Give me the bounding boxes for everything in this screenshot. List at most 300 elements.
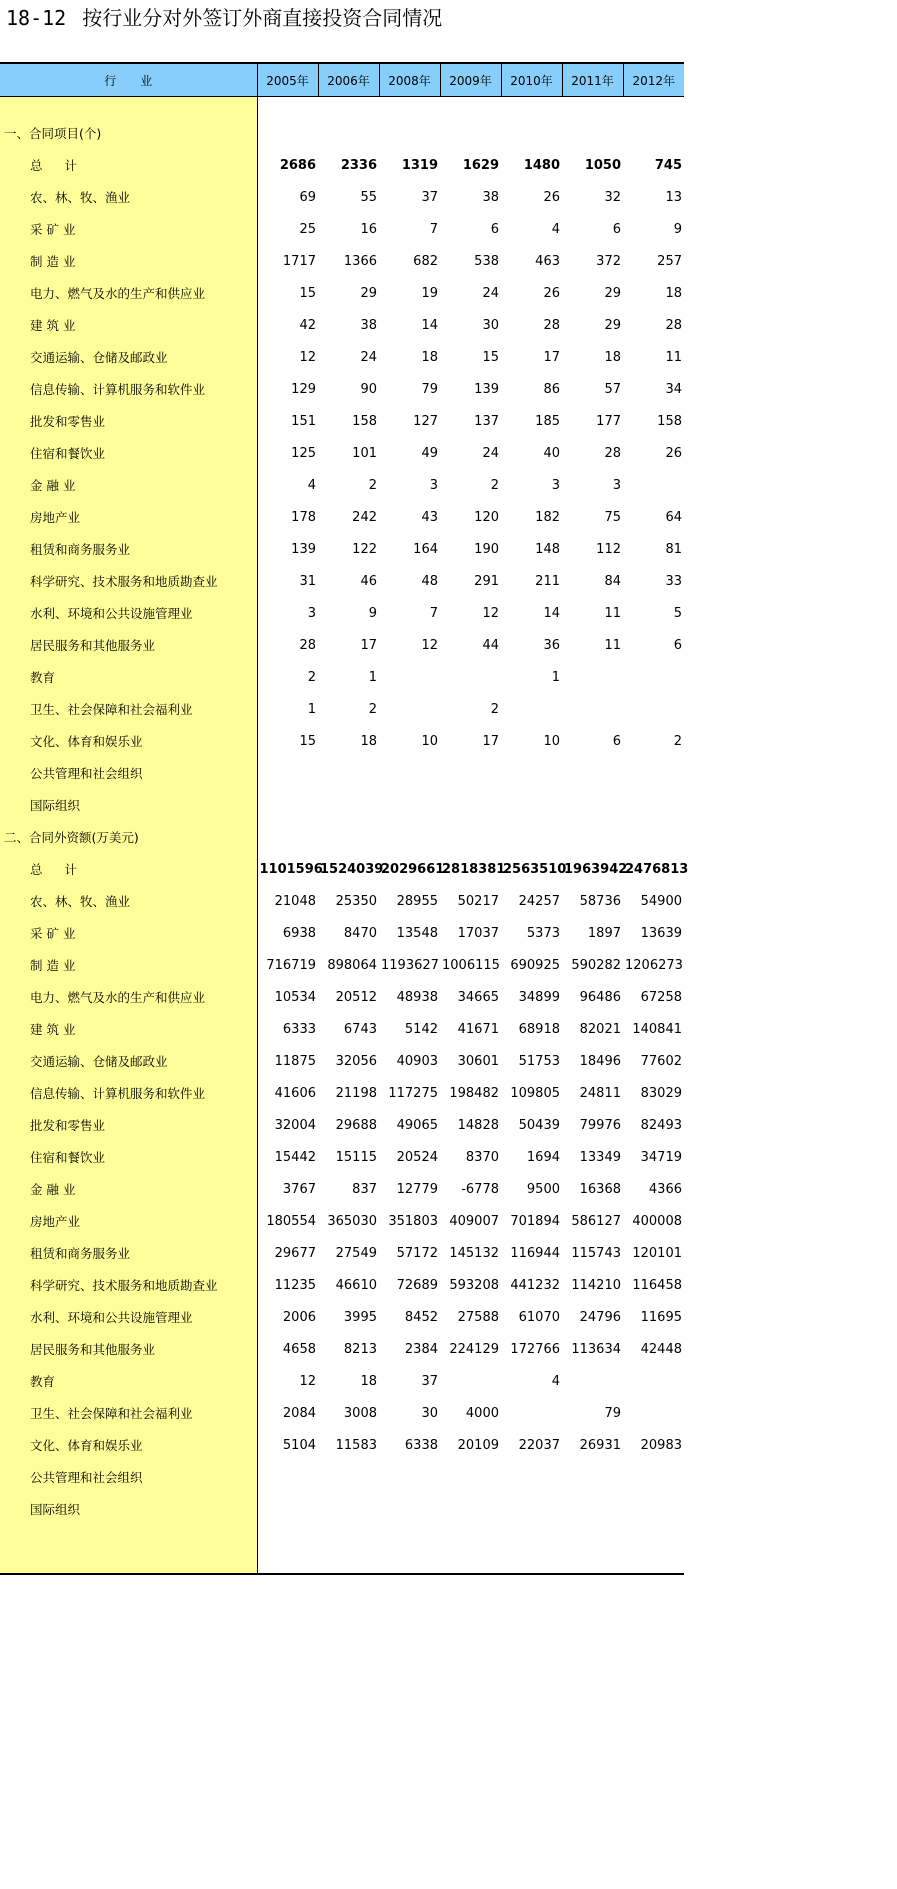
value-cell bbox=[501, 821, 562, 853]
value-cell: 180554 bbox=[266, 1213, 316, 1229]
table-row bbox=[0, 1173, 684, 1205]
value-cell bbox=[501, 693, 562, 725]
table-row bbox=[0, 405, 684, 437]
value-cell: 125 bbox=[291, 445, 316, 461]
value-cell bbox=[623, 97, 684, 118]
value-cell: 10 bbox=[543, 733, 560, 749]
value-cell: 72689 bbox=[396, 1277, 438, 1293]
value-cell: 593208 bbox=[449, 1277, 499, 1293]
value-cell bbox=[257, 1493, 318, 1525]
industry-label: 科学研究、技术服务和地质勘查业 bbox=[0, 1269, 257, 1301]
value-cell: 11235 bbox=[274, 1277, 316, 1293]
value-cell bbox=[623, 469, 684, 501]
value-cell: 28955 bbox=[396, 893, 438, 909]
value-cell: 1 bbox=[551, 669, 560, 685]
value-cell: 12779 bbox=[396, 1181, 438, 1197]
industry-label: 租赁和商务服务业 bbox=[0, 1237, 257, 1269]
value-cell bbox=[379, 757, 440, 789]
value-cell bbox=[440, 789, 501, 821]
value-cell bbox=[562, 789, 623, 821]
value-cell: 20983 bbox=[640, 1437, 682, 1453]
value-cell: 18 bbox=[360, 733, 377, 749]
value-cell: 83029 bbox=[640, 1085, 682, 1101]
value-cell: 24796 bbox=[579, 1309, 621, 1325]
value-cell: 57 bbox=[604, 381, 621, 397]
value-cell: 9 bbox=[368, 605, 377, 621]
industry-label: 采 矿 业 bbox=[0, 213, 257, 245]
value-cell: 49065 bbox=[396, 1117, 438, 1133]
value-cell: 1 bbox=[368, 669, 377, 685]
value-cell bbox=[623, 661, 684, 693]
value-cell: 18 bbox=[604, 349, 621, 365]
value-cell: 24 bbox=[482, 445, 499, 461]
value-cell: 11875 bbox=[274, 1053, 316, 1069]
value-cell: 37 bbox=[421, 1373, 438, 1389]
value-cell: 41606 bbox=[274, 1085, 316, 1101]
value-cell: 28 bbox=[543, 317, 560, 333]
table-row bbox=[0, 565, 684, 597]
value-cell: 177 bbox=[596, 413, 621, 429]
value-cell: 441232 bbox=[510, 1277, 560, 1293]
value-cell: 2384 bbox=[404, 1341, 438, 1357]
value-cell: 1897 bbox=[587, 925, 621, 941]
table-row bbox=[0, 1077, 684, 1109]
value-cell: 400008 bbox=[632, 1213, 682, 1229]
value-cell: 18 bbox=[421, 349, 438, 365]
value-cell bbox=[440, 757, 501, 789]
value-cell bbox=[379, 1493, 440, 1525]
value-cell: 11 bbox=[604, 637, 621, 653]
total-row bbox=[0, 853, 684, 885]
value-cell bbox=[501, 789, 562, 821]
industry-label: 房地产业 bbox=[0, 501, 257, 533]
industry-label: 电力、燃气及水的生产和供应业 bbox=[0, 277, 257, 309]
value-cell: 8470 bbox=[343, 925, 377, 941]
value-cell: 13639 bbox=[640, 925, 682, 941]
value-cell: 2 bbox=[490, 701, 499, 717]
value-cell: 1 bbox=[307, 701, 316, 717]
value-cell bbox=[623, 1461, 684, 1493]
value-cell: 26 bbox=[665, 445, 682, 461]
table-number: 18-12 bbox=[6, 6, 67, 30]
value-cell: 24 bbox=[360, 349, 377, 365]
value-cell: 61070 bbox=[518, 1309, 560, 1325]
table-row bbox=[0, 917, 684, 949]
value-cell: 22037 bbox=[518, 1437, 560, 1453]
value-cell: 29688 bbox=[335, 1117, 377, 1133]
table-row bbox=[0, 213, 684, 245]
year-column-header: 2012年 bbox=[623, 63, 684, 97]
value-cell: 1319 bbox=[401, 157, 438, 173]
value-cell: 1629 bbox=[462, 157, 499, 173]
value-cell: 17037 bbox=[457, 925, 499, 941]
industry-label: 农、林、牧、渔业 bbox=[0, 885, 257, 917]
value-cell: 29677 bbox=[274, 1245, 316, 1261]
value-cell bbox=[440, 821, 501, 853]
value-cell: 112 bbox=[596, 541, 621, 557]
industry-label: 房地产业 bbox=[0, 1205, 257, 1237]
value-cell bbox=[562, 1461, 623, 1493]
value-cell: 6 bbox=[612, 221, 621, 237]
value-cell: 4 bbox=[551, 221, 560, 237]
value-cell: 101 bbox=[352, 445, 377, 461]
value-cell: 42448 bbox=[640, 1341, 682, 1357]
value-cell: 17 bbox=[543, 349, 560, 365]
value-cell: 745 bbox=[654, 157, 682, 173]
section-header-row bbox=[0, 821, 684, 853]
value-cell: 14 bbox=[543, 605, 560, 621]
value-cell: 224129 bbox=[449, 1341, 499, 1357]
value-cell: 17 bbox=[482, 733, 499, 749]
table-row bbox=[0, 1461, 684, 1493]
industry-label: 文化、体育和娱乐业 bbox=[0, 725, 257, 757]
industry-label: 金 融 业 bbox=[0, 1173, 257, 1205]
value-cell bbox=[562, 661, 623, 693]
value-cell: 79 bbox=[604, 1405, 621, 1421]
value-cell: 13349 bbox=[579, 1149, 621, 1165]
value-cell: 6338 bbox=[404, 1437, 438, 1453]
value-cell: 32004 bbox=[274, 1117, 316, 1133]
value-cell: 109805 bbox=[510, 1085, 560, 1101]
value-cell: 57172 bbox=[396, 1245, 438, 1261]
industry-label: 建 筑 业 bbox=[0, 309, 257, 341]
value-cell: 2029661 bbox=[381, 861, 445, 877]
value-cell bbox=[318, 1525, 379, 1574]
industry-label: 住宿和餐饮业 bbox=[0, 437, 257, 469]
value-cell: 4658 bbox=[282, 1341, 316, 1357]
value-cell: 34899 bbox=[518, 989, 560, 1005]
value-cell bbox=[501, 1461, 562, 1493]
value-cell bbox=[623, 693, 684, 725]
value-cell: 211 bbox=[535, 573, 560, 589]
value-cell bbox=[562, 97, 623, 118]
value-cell: 20512 bbox=[335, 989, 377, 1005]
value-cell: 158 bbox=[657, 413, 682, 429]
value-cell: 3 bbox=[612, 477, 621, 493]
year-column-header: 2005年 bbox=[257, 63, 318, 97]
industry-label: 信息传输、计算机服务和软件业 bbox=[0, 1077, 257, 1109]
value-cell: 30 bbox=[482, 317, 499, 333]
value-cell: 1694 bbox=[526, 1149, 560, 1165]
value-cell bbox=[623, 1493, 684, 1525]
value-cell: 122 bbox=[352, 541, 377, 557]
industry-label: 农、林、牧、渔业 bbox=[0, 181, 257, 213]
industry-label: 科学研究、技术服务和地质勘查业 bbox=[0, 565, 257, 597]
value-cell bbox=[562, 1525, 623, 1574]
value-cell bbox=[379, 693, 440, 725]
label-cell bbox=[0, 1525, 257, 1574]
value-cell bbox=[318, 757, 379, 789]
table-row bbox=[0, 1237, 684, 1269]
value-cell: 139 bbox=[291, 541, 316, 557]
value-cell bbox=[562, 1365, 623, 1397]
industry-label: 教育 bbox=[0, 1365, 257, 1397]
value-cell: 18 bbox=[665, 285, 682, 301]
value-cell: 20109 bbox=[457, 1437, 499, 1453]
value-cell bbox=[379, 117, 440, 149]
value-cell: 120 bbox=[474, 509, 499, 525]
value-cell: 5142 bbox=[404, 1021, 438, 1037]
table-row bbox=[0, 181, 684, 213]
value-cell: 2476813 bbox=[625, 861, 689, 877]
value-cell: 116944 bbox=[510, 1245, 560, 1261]
value-cell: 79 bbox=[421, 381, 438, 397]
table-row bbox=[0, 309, 684, 341]
value-cell: 34665 bbox=[457, 989, 499, 1005]
value-cell: 3 bbox=[429, 477, 438, 493]
industry-label: 金 融 业 bbox=[0, 469, 257, 501]
value-cell: 2 bbox=[490, 477, 499, 493]
value-cell: 2 bbox=[307, 669, 316, 685]
value-cell: 7 bbox=[429, 605, 438, 621]
industry-label: 交通运输、仓储及邮政业 bbox=[0, 1045, 257, 1077]
value-cell bbox=[440, 1461, 501, 1493]
value-cell: 538 bbox=[474, 253, 499, 269]
value-cell: 13548 bbox=[396, 925, 438, 941]
value-cell: 129 bbox=[291, 381, 316, 397]
value-cell: 15 bbox=[299, 285, 316, 301]
value-cell bbox=[440, 97, 501, 118]
industry-label: 信息传输、计算机服务和软件业 bbox=[0, 373, 257, 405]
table-row bbox=[0, 597, 684, 629]
value-cell: 5104 bbox=[282, 1437, 316, 1453]
table-row bbox=[0, 1365, 684, 1397]
value-cell: 48 bbox=[421, 573, 438, 589]
value-cell: 2686 bbox=[279, 157, 316, 173]
value-cell: 158 bbox=[352, 413, 377, 429]
value-cell: 2336 bbox=[340, 157, 377, 173]
value-cell: 145132 bbox=[449, 1245, 499, 1261]
value-cell bbox=[501, 97, 562, 118]
value-cell: 2563510 bbox=[503, 861, 567, 877]
value-cell: 2 bbox=[368, 477, 377, 493]
value-cell: 117275 bbox=[388, 1085, 438, 1101]
value-cell: 198482 bbox=[449, 1085, 499, 1101]
value-cell: 46 bbox=[360, 573, 377, 589]
value-cell: 68918 bbox=[518, 1021, 560, 1037]
value-cell: 3 bbox=[307, 605, 316, 621]
value-cell: 14 bbox=[421, 317, 438, 333]
table-row bbox=[0, 469, 684, 501]
value-cell: 1050 bbox=[584, 157, 621, 173]
value-cell bbox=[318, 97, 379, 118]
value-cell bbox=[379, 1525, 440, 1574]
blank-row bbox=[0, 1525, 684, 1574]
table-row bbox=[0, 1493, 684, 1525]
value-cell: 51753 bbox=[518, 1053, 560, 1069]
value-cell: 114210 bbox=[571, 1277, 621, 1293]
value-cell: 1193627 bbox=[381, 957, 439, 973]
value-cell: 28 bbox=[604, 445, 621, 461]
value-cell: 33 bbox=[665, 573, 682, 589]
value-cell: 36 bbox=[543, 637, 560, 653]
value-cell: 34719 bbox=[640, 1149, 682, 1165]
value-cell bbox=[440, 1525, 501, 1574]
value-cell: 49 bbox=[421, 445, 438, 461]
value-cell: 58736 bbox=[579, 893, 621, 909]
table-row bbox=[0, 373, 684, 405]
table-row bbox=[0, 1397, 684, 1429]
value-cell: 90 bbox=[360, 381, 377, 397]
value-cell bbox=[623, 1397, 684, 1429]
value-cell: 6 bbox=[612, 733, 621, 749]
industry-label: 居民服务和其他服务业 bbox=[0, 629, 257, 661]
header-row bbox=[0, 63, 684, 97]
value-cell: 50439 bbox=[518, 1117, 560, 1133]
value-cell bbox=[257, 117, 318, 149]
value-cell bbox=[257, 789, 318, 821]
value-cell: 12 bbox=[299, 1373, 316, 1389]
value-cell: 4 bbox=[307, 477, 316, 493]
value-cell: 242 bbox=[352, 509, 377, 525]
industry-column-header: 行业 bbox=[0, 63, 257, 97]
value-cell: 32056 bbox=[335, 1053, 377, 1069]
value-cell: 6 bbox=[490, 221, 499, 237]
table-title: 按行业分对外签订外商直接投资合同情况 bbox=[82, 6, 443, 30]
industry-label: 文化、体育和娱乐业 bbox=[0, 1429, 257, 1461]
value-cell: 37 bbox=[421, 189, 438, 205]
value-cell: 590282 bbox=[571, 957, 621, 973]
value-cell: 25350 bbox=[335, 893, 377, 909]
value-cell: 291 bbox=[474, 573, 499, 589]
value-cell: 12 bbox=[482, 605, 499, 621]
value-cell: 17 bbox=[360, 637, 377, 653]
value-cell: 13 bbox=[665, 189, 682, 205]
page-title bbox=[6, 6, 442, 30]
table-row bbox=[0, 757, 684, 789]
value-cell: 16 bbox=[360, 221, 377, 237]
value-cell: 1366 bbox=[343, 253, 377, 269]
total-row bbox=[0, 149, 684, 181]
industry-label: 水利、环境和公共设施管理业 bbox=[0, 597, 257, 629]
value-cell: 26 bbox=[543, 189, 560, 205]
value-cell: 115743 bbox=[571, 1245, 621, 1261]
value-cell: 30601 bbox=[457, 1053, 499, 1069]
value-cell: 12 bbox=[299, 349, 316, 365]
value-cell: 24257 bbox=[518, 893, 560, 909]
value-cell bbox=[318, 789, 379, 821]
value-cell: 46610 bbox=[335, 1277, 377, 1293]
value-cell: 19 bbox=[421, 285, 438, 301]
value-cell: 4000 bbox=[465, 1405, 499, 1421]
statistics-table bbox=[0, 62, 689, 1575]
industry-label: 住宿和餐饮业 bbox=[0, 1141, 257, 1173]
value-cell: 11583 bbox=[335, 1437, 377, 1453]
value-cell: 2 bbox=[673, 733, 682, 749]
value-cell: 5 bbox=[673, 605, 682, 621]
value-cell: 81 bbox=[665, 541, 682, 557]
value-cell bbox=[318, 821, 379, 853]
value-cell: 586127 bbox=[571, 1213, 621, 1229]
value-cell: 140841 bbox=[632, 1021, 682, 1037]
industry-label: 国际组织 bbox=[0, 1493, 257, 1525]
table-row bbox=[0, 949, 684, 981]
value-cell: 139 bbox=[474, 381, 499, 397]
value-cell: 30 bbox=[421, 1405, 438, 1421]
value-cell: 18496 bbox=[579, 1053, 621, 1069]
table-row bbox=[0, 533, 684, 565]
value-cell: 3767 bbox=[282, 1181, 316, 1197]
value-cell bbox=[257, 757, 318, 789]
value-cell: 2006 bbox=[282, 1309, 316, 1325]
value-cell: 41671 bbox=[457, 1021, 499, 1037]
value-cell: 10534 bbox=[274, 989, 316, 1005]
value-cell: 1480 bbox=[523, 157, 560, 173]
value-cell: 86 bbox=[543, 381, 560, 397]
value-cell: 9 bbox=[673, 221, 682, 237]
value-cell: 40903 bbox=[396, 1053, 438, 1069]
value-cell bbox=[379, 821, 440, 853]
value-cell: 50217 bbox=[457, 893, 499, 909]
table-row bbox=[0, 245, 684, 277]
value-cell bbox=[257, 97, 318, 118]
value-cell: 172766 bbox=[510, 1341, 560, 1357]
value-cell: 32 bbox=[604, 189, 621, 205]
value-cell bbox=[562, 693, 623, 725]
value-cell bbox=[623, 117, 684, 149]
value-cell: 1717 bbox=[282, 253, 316, 269]
industry-label: 交通运输、仓储及邮政业 bbox=[0, 341, 257, 373]
table-row bbox=[0, 277, 684, 309]
value-cell: 4366 bbox=[648, 1181, 682, 1197]
value-cell: 8452 bbox=[404, 1309, 438, 1325]
value-cell: 185 bbox=[535, 413, 560, 429]
value-cell: 11695 bbox=[640, 1309, 682, 1325]
value-cell: 716719 bbox=[266, 957, 316, 973]
value-cell: 15 bbox=[299, 733, 316, 749]
value-cell bbox=[440, 1493, 501, 1525]
value-cell: 84 bbox=[604, 573, 621, 589]
industry-label: 租赁和商务服务业 bbox=[0, 533, 257, 565]
value-cell: 682 bbox=[413, 253, 438, 269]
value-cell: 837 bbox=[352, 1181, 377, 1197]
value-cell: 9500 bbox=[526, 1181, 560, 1197]
value-cell bbox=[440, 1365, 501, 1397]
table-row bbox=[0, 341, 684, 373]
table-row bbox=[0, 725, 684, 757]
value-cell: 6 bbox=[673, 637, 682, 653]
value-cell: 463 bbox=[535, 253, 560, 269]
table-row bbox=[0, 1013, 684, 1045]
value-cell bbox=[623, 821, 684, 853]
industry-label: 采 矿 业 bbox=[0, 917, 257, 949]
value-cell: 15115 bbox=[335, 1149, 377, 1165]
value-cell: 690925 bbox=[510, 957, 560, 973]
section-title: 二、合同外资额(万美元) bbox=[0, 821, 257, 853]
value-cell: 3995 bbox=[343, 1309, 377, 1325]
value-cell bbox=[440, 117, 501, 149]
value-cell: 351803 bbox=[388, 1213, 438, 1229]
industry-label: 总计 bbox=[0, 149, 257, 181]
value-cell bbox=[562, 1493, 623, 1525]
value-cell: 1006115 bbox=[442, 957, 500, 973]
value-cell bbox=[318, 1493, 379, 1525]
value-cell bbox=[257, 821, 318, 853]
value-cell: 44 bbox=[482, 637, 499, 653]
value-cell: 24811 bbox=[579, 1085, 621, 1101]
value-cell: 15442 bbox=[274, 1149, 316, 1165]
value-cell: 257 bbox=[657, 253, 682, 269]
blank-row bbox=[0, 97, 684, 118]
value-cell: 24 bbox=[482, 285, 499, 301]
table-row bbox=[0, 501, 684, 533]
value-cell: 28 bbox=[299, 637, 316, 653]
value-cell: 21048 bbox=[274, 893, 316, 909]
value-cell: 2 bbox=[368, 701, 377, 717]
value-cell: 27549 bbox=[335, 1245, 377, 1261]
value-cell bbox=[501, 1493, 562, 1525]
table-row bbox=[0, 629, 684, 661]
